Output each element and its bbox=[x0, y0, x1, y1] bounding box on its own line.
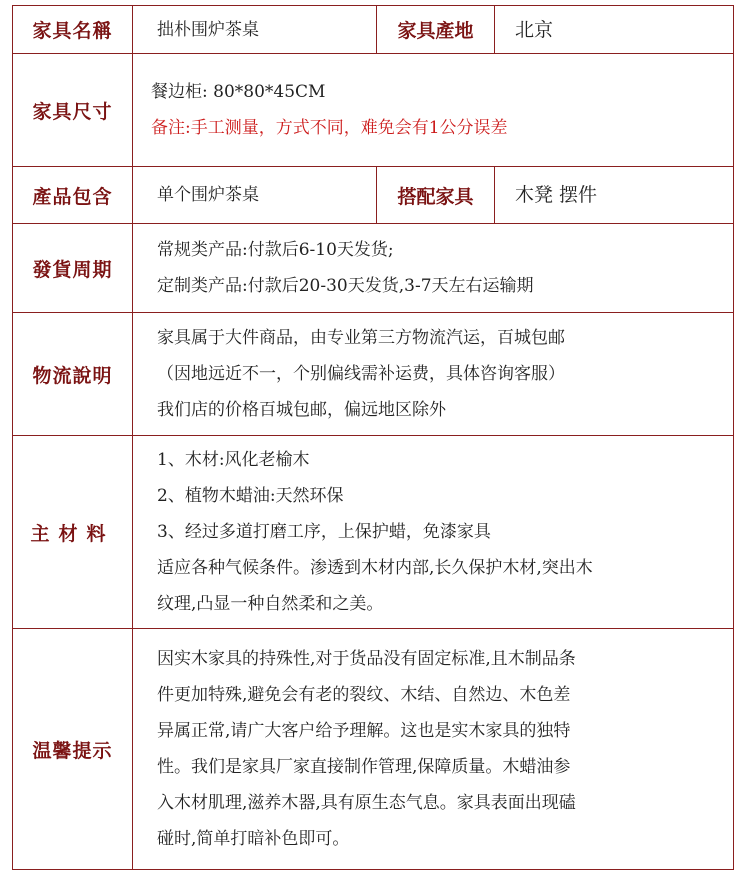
row-size bbox=[13, 54, 734, 167]
product-spec-sheet bbox=[12, 5, 733, 869]
row-material bbox=[13, 436, 734, 629]
match-value: 木凳 摆件 bbox=[495, 167, 734, 224]
tips-line: 因实木家具的持殊性,对于货品没有固定标准,且木制品条 bbox=[157, 649, 576, 669]
contents-label: 產品包含 bbox=[13, 167, 133, 224]
material-line: 纹理,凸显一种自然柔和之美。 bbox=[157, 594, 384, 614]
material-label: 主材料 bbox=[13, 436, 133, 629]
material-cell bbox=[133, 436, 734, 629]
logistics-cell bbox=[133, 313, 734, 436]
tips-label: 温馨提示 bbox=[13, 629, 133, 870]
material-line: 2、植物木蜡油:天然环保 bbox=[157, 486, 344, 506]
name-value: 拙朴围炉茶桌 bbox=[133, 6, 377, 54]
row-contents bbox=[13, 167, 734, 224]
row-logistics bbox=[13, 313, 734, 436]
tips-cell bbox=[133, 629, 734, 870]
logistics-label: 物流說明 bbox=[13, 313, 133, 436]
tips-line: 碰时,简单打暗补色即可。 bbox=[157, 829, 350, 849]
row-tips bbox=[13, 629, 734, 870]
delivery-cell bbox=[133, 224, 734, 313]
name-label: 家具名稱 bbox=[13, 6, 133, 54]
size-cell bbox=[133, 54, 734, 167]
delivery-line: 定制类产品:付款后20-30天发货,3-7天左右运输期 bbox=[157, 276, 534, 296]
match-label: 搭配家具 bbox=[377, 167, 495, 224]
tips-line: 异属正常,请广大客户给予理解。这也是实木家具的独特 bbox=[157, 721, 571, 741]
material-line: 3、经过多道打磨工序，上保护蜡，免漆家具 bbox=[157, 522, 491, 542]
material-line: 适应各种气候条件。渗透到木材内部,长久保护木材,突出木 bbox=[157, 558, 593, 578]
delivery-line: 常规类产品:付款后6-10天发货; bbox=[157, 240, 394, 260]
tips-line: 入木材肌理,滋养木器,具有原生态气息。家具表面出现磕 bbox=[157, 793, 576, 813]
tips-line: 性。我们是家具厂家直接制作管理,保障质量。木蜡油参 bbox=[157, 757, 571, 777]
logistics-line: 家具属于大件商品，由专业第三方物流汽运，百城包邮 bbox=[157, 328, 565, 348]
size-value: 餐边柜: 80*80*45CM bbox=[151, 82, 326, 102]
size-note: 备注:手工测量，方式不同，难免会有1公分误差 bbox=[151, 118, 508, 138]
logistics-line: （因地远近不一，个别偏线需补运费，具体咨询客服） bbox=[157, 364, 565, 384]
logistics-line: 我们店的价格百城包邮，偏远地区除外 bbox=[157, 400, 446, 420]
contents-value: 单个围炉茶桌 bbox=[133, 167, 377, 224]
row-name bbox=[13, 6, 734, 54]
row-delivery bbox=[13, 224, 734, 313]
origin-value: 北京 bbox=[495, 6, 734, 54]
material-line: 1、木材:风化老榆木 bbox=[157, 450, 310, 470]
spec-table bbox=[12, 5, 734, 870]
size-label: 家具尺寸 bbox=[13, 54, 133, 167]
tips-line: 件更加特殊,避免会有老的裂纹、木结、自然边、木色差 bbox=[157, 685, 571, 705]
delivery-label: 發貨周期 bbox=[13, 224, 133, 313]
origin-label: 家具產地 bbox=[377, 6, 495, 54]
